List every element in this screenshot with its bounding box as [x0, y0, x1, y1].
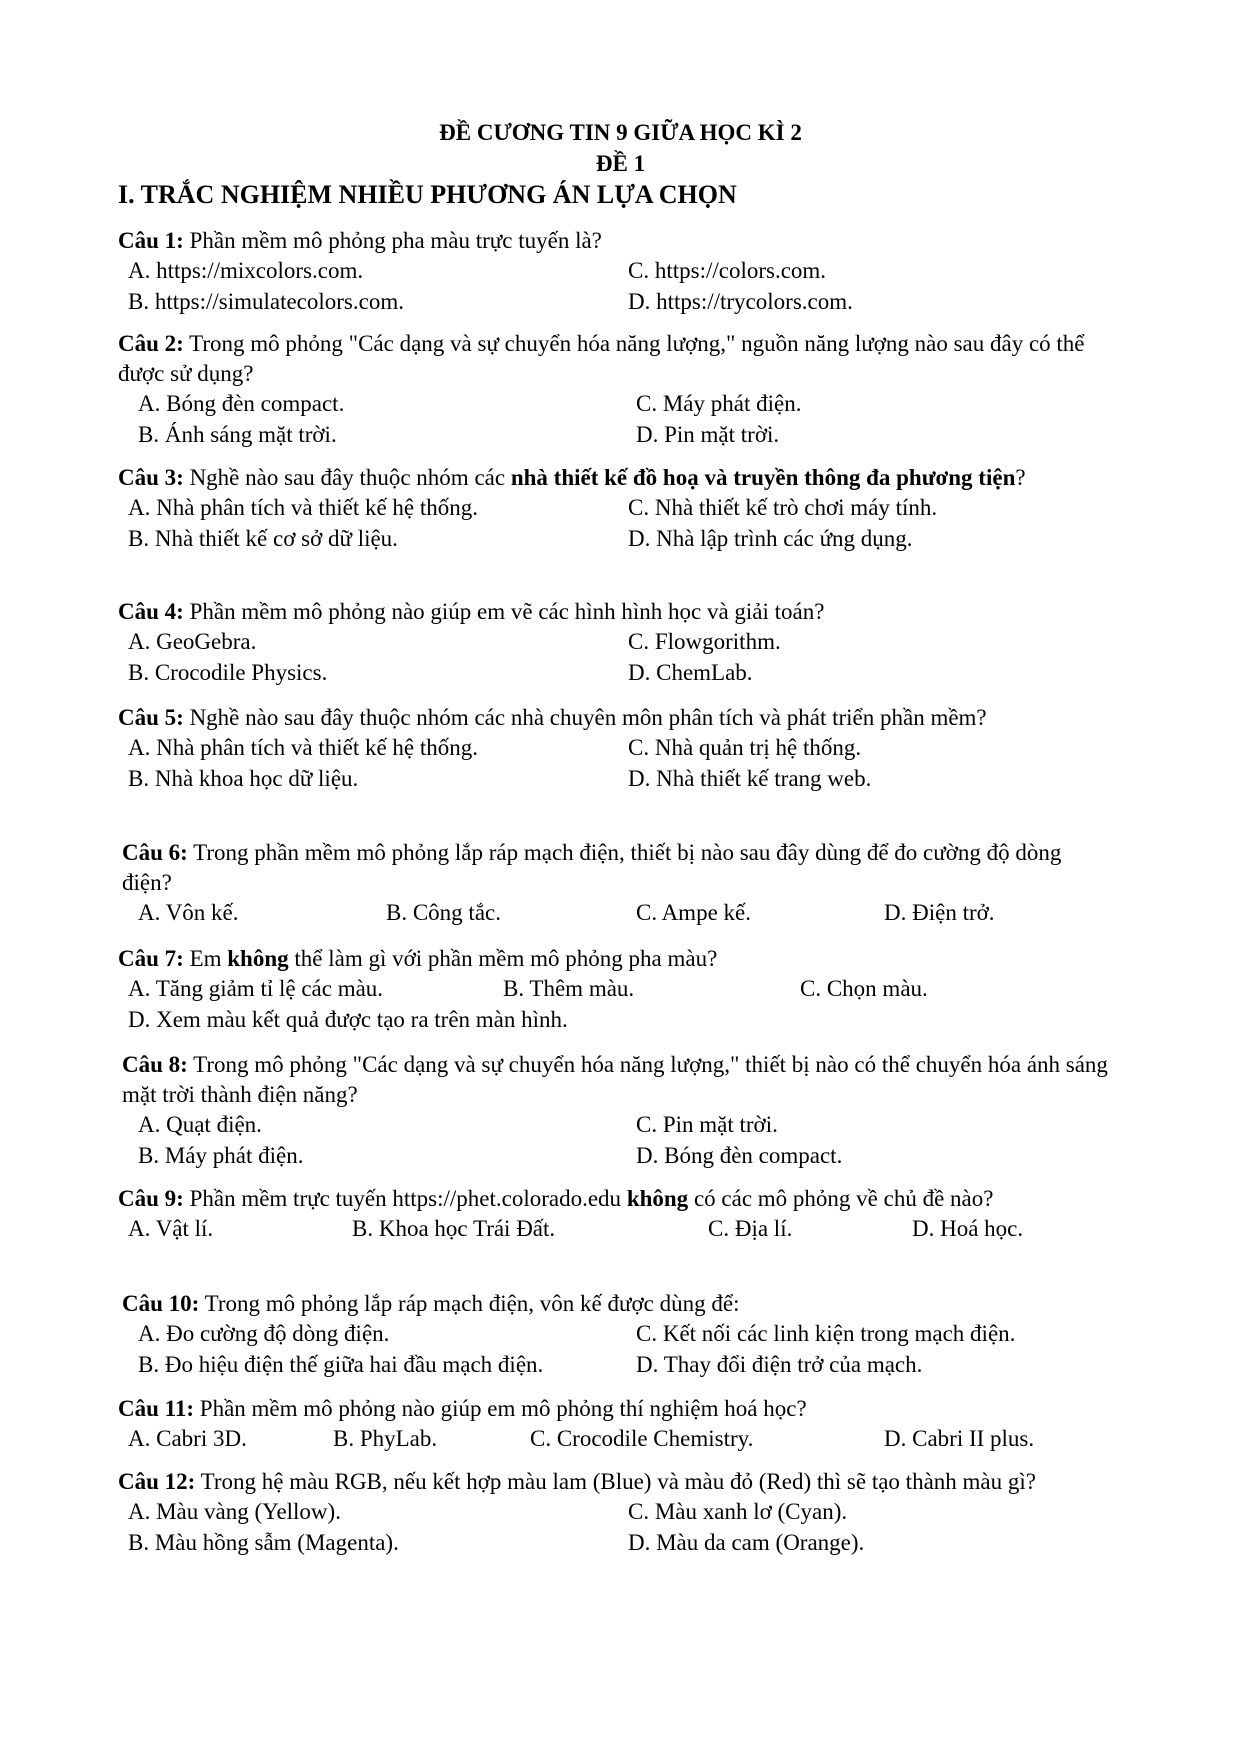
question-3: [118, 463, 1110, 555]
question-label: Câu 6:: [122, 840, 188, 865]
question-text: Phần mềm mô phỏng pha màu trực tuyến là?: [183, 228, 602, 253]
answer-option: B. https://simulatecolors.com.: [128, 289, 404, 314]
question-text: Phần mềm mô phỏng nào giúp em vẽ các hình hình học và giải toán?: [183, 599, 825, 624]
option-row: [118, 627, 1110, 658]
question-text: Trong mô phỏng "Các dạng và sự chuyển hóa năng lượng," thiết bị nào có thể chuyển hóa ánh sáng mặt trời thành điện năng?: [122, 1052, 1108, 1107]
question-8: [122, 1050, 1110, 1172]
question-emphasis: nhà thiết kế đồ hoạ và truyền thông đa phương tiện: [510, 465, 1016, 490]
option-row: [118, 1424, 1110, 1455]
answer-option: C. Nhà thiết kế trò chơi máy tính.: [628, 495, 938, 520]
question-label: Câu 4:: [118, 599, 184, 624]
answer-option: A. Quạt điện.: [138, 1112, 262, 1137]
option-row: [122, 1110, 1110, 1141]
option-row: [118, 1005, 1110, 1036]
question-text: có các mô phỏng về chủ đề nào?: [688, 1186, 994, 1211]
question-label: Câu 10:: [122, 1291, 200, 1316]
answer-option: B. Công tắc.: [386, 900, 501, 925]
question-text: Trong mô phỏng lắp ráp mạch điện, vôn kế được dùng để:: [199, 1291, 740, 1316]
question-text: Em: [183, 946, 228, 971]
answer-option: D. Nhà lập trình các ứng dụng.: [628, 526, 913, 551]
option-row: [118, 524, 1110, 555]
option-row: [122, 898, 1110, 929]
answer-option: B. Khoa học Trái Đất.: [352, 1216, 556, 1241]
option-row: [118, 389, 1110, 420]
answer-option: A. Vật lí.: [128, 1216, 214, 1241]
answer-option: A. GeoGebra.: [128, 629, 257, 654]
question-emphasis: không: [227, 946, 289, 971]
answer-option: D. Pin mặt trời.: [636, 422, 780, 447]
answer-option: D. Bóng đèn compact.: [636, 1143, 843, 1168]
question-2: [118, 329, 1110, 451]
question-stem: [122, 838, 1110, 898]
answer-option: C. Địa lí.: [708, 1216, 793, 1241]
answer-option: D. Màu da cam (Orange).: [628, 1530, 865, 1555]
answer-option: C. Kết nối các linh kiện trong mạch điện.: [636, 1321, 1016, 1346]
option-row: [122, 1350, 1110, 1381]
question-text: ?: [1015, 465, 1026, 490]
question-stem: [118, 329, 1110, 389]
question-stem: [122, 1050, 1110, 1110]
option-row: [118, 256, 1110, 287]
question-label: Câu 11:: [118, 1396, 195, 1421]
question-stem: [118, 226, 1110, 256]
question-7: [118, 944, 1110, 1036]
answer-option: A. https://mixcolors.com.: [128, 258, 364, 283]
answer-option: A. Cabri 3D.: [128, 1426, 247, 1451]
answer-option: C. Crocodile Chemistry.: [530, 1426, 754, 1451]
answer-option: A. Màu vàng (Yellow).: [128, 1499, 341, 1524]
option-row: [118, 733, 1110, 764]
answer-option: B. PhyLab.: [333, 1426, 438, 1451]
question-text: Nghề nào sau đây thuộc nhóm các: [183, 465, 511, 490]
question-12: [118, 1467, 1110, 1559]
question-stem: [118, 944, 1110, 974]
question-stem: [118, 703, 1110, 733]
answer-option: B. Ánh sáng mặt trời.: [138, 422, 337, 447]
option-row: [118, 287, 1110, 318]
question-text: Phần mềm mô phỏng nào giúp em mô phỏng thí nghiệm hoá học?: [194, 1396, 807, 1421]
question-text: Phần mềm trực tuyến https://phet.colorado.edu: [183, 1186, 627, 1211]
answer-option: A. Bóng đèn compact.: [138, 391, 345, 416]
answer-option: B. Nhà thiết kế cơ sở dữ liệu.: [128, 526, 398, 551]
question-label: Câu 8:: [122, 1052, 188, 1077]
option-row: [118, 493, 1110, 524]
question-text: Trong mô phỏng "Các dạng và sự chuyển hóa năng lượng," nguồn năng lượng nào sau đây có thể được sử dụng?: [118, 331, 1085, 386]
question-label: Câu 3:: [118, 465, 184, 490]
answer-option: C. Nhà quản trị hệ thống.: [628, 735, 862, 760]
question-emphasis: không: [626, 1186, 689, 1211]
question-4: [118, 597, 1110, 689]
question-6: [122, 838, 1110, 929]
question-1: [118, 226, 1110, 318]
answer-option: B. Thêm màu.: [503, 976, 635, 1001]
answer-option: B. Crocodile Physics.: [128, 660, 328, 685]
question-text: thể làm gì với phần mềm mô phỏng pha màu?: [288, 946, 718, 971]
option-row: [118, 420, 1110, 451]
answer-option: C. Flowgorithm.: [628, 629, 781, 654]
question-11: [118, 1394, 1110, 1455]
option-row: [122, 1141, 1110, 1172]
answer-option: B. Máy phát điện.: [138, 1143, 304, 1168]
question-10: [122, 1289, 1110, 1381]
question-stem: [118, 597, 1110, 627]
option-row: [118, 1214, 1110, 1245]
answer-option: C. Chọn màu.: [800, 976, 928, 1001]
document-title: ĐỀ CƯƠNG TIN 9 GIỮA HỌC KÌ 2: [439, 120, 802, 145]
question-text: Trong hệ màu RGB, nếu kết hợp màu lam (Blue) và màu đỏ (Red) thì sẽ tạo thành màu gì?: [195, 1469, 1036, 1494]
option-row: [118, 1497, 1110, 1528]
question-5: [118, 703, 1110, 795]
question-stem: [118, 1184, 1110, 1214]
option-row: [118, 658, 1110, 689]
answer-option: D. Điện trở.: [884, 900, 995, 925]
answer-option: C. Màu xanh lơ (Cyan).: [628, 1499, 848, 1524]
option-row: [118, 974, 1110, 1005]
answer-option: D. https://trycolors.com.: [628, 289, 853, 314]
answer-option: C. https://colors.com.: [628, 258, 827, 283]
section-heading: I. TRẮC NGHIỆM NHIỀU PHƯƠNG ÁN LỰA CHỌN: [118, 180, 737, 209]
question-9: [118, 1184, 1110, 1245]
answer-option: A. Tăng giảm tỉ lệ các màu.: [128, 976, 384, 1001]
answer-option: B. Đo hiệu điện thế giữa hai đầu mạch điện.: [138, 1352, 544, 1377]
answer-option: C. Pin mặt trời.: [636, 1112, 778, 1137]
answer-option: D. Xem màu kết quả được tạo ra trên màn hình.: [128, 1007, 568, 1032]
option-row: [122, 1319, 1110, 1350]
answer-option: A. Nhà phân tích và thiết kế hệ thống.: [128, 735, 479, 760]
answer-option: B. Nhà khoa học dữ liệu.: [128, 766, 359, 791]
exam-number: ĐỀ 1: [595, 151, 646, 176]
question-stem: [118, 1467, 1110, 1497]
option-row: [118, 1528, 1110, 1559]
answer-option: C. Ampe kế.: [636, 900, 751, 925]
answer-option: D. ChemLab.: [628, 660, 753, 685]
question-label: Câu 7:: [118, 946, 184, 971]
answer-option: D. Hoá học.: [912, 1216, 1024, 1241]
answer-option: D. Thay đổi điện trở của mạch.: [636, 1352, 923, 1377]
answer-option: A. Vôn kế.: [138, 900, 239, 925]
question-label: Câu 9:: [118, 1186, 184, 1211]
answer-option: B. Màu hồng sẫm (Magenta).: [128, 1530, 399, 1555]
question-stem: [118, 463, 1110, 493]
answer-option: C. Máy phát điện.: [636, 391, 802, 416]
question-label: Câu 12:: [118, 1469, 196, 1494]
question-text: Nghề nào sau đây thuộc nhóm các nhà chuyên môn phân tích và phát triển phần mềm?: [183, 705, 987, 730]
question-label: Câu 5:: [118, 705, 184, 730]
question-text: Trong phần mềm mô phỏng lắp ráp mạch điện, thiết bị nào sau đây dùng để đo cường độ dòng điện?: [122, 840, 1062, 895]
question-stem: [118, 1394, 1110, 1424]
question-stem: [122, 1289, 1110, 1319]
answer-option: D. Nhà thiết kế trang web.: [628, 766, 872, 791]
question-label: Câu 1:: [118, 228, 184, 253]
answer-option: A. Nhà phân tích và thiết kế hệ thống.: [128, 495, 479, 520]
option-row: [118, 764, 1110, 795]
question-label: Câu 2:: [118, 331, 184, 356]
answer-option: A. Đo cường độ dòng điện.: [138, 1321, 390, 1346]
answer-option: D. Cabri II plus.: [884, 1426, 1035, 1451]
